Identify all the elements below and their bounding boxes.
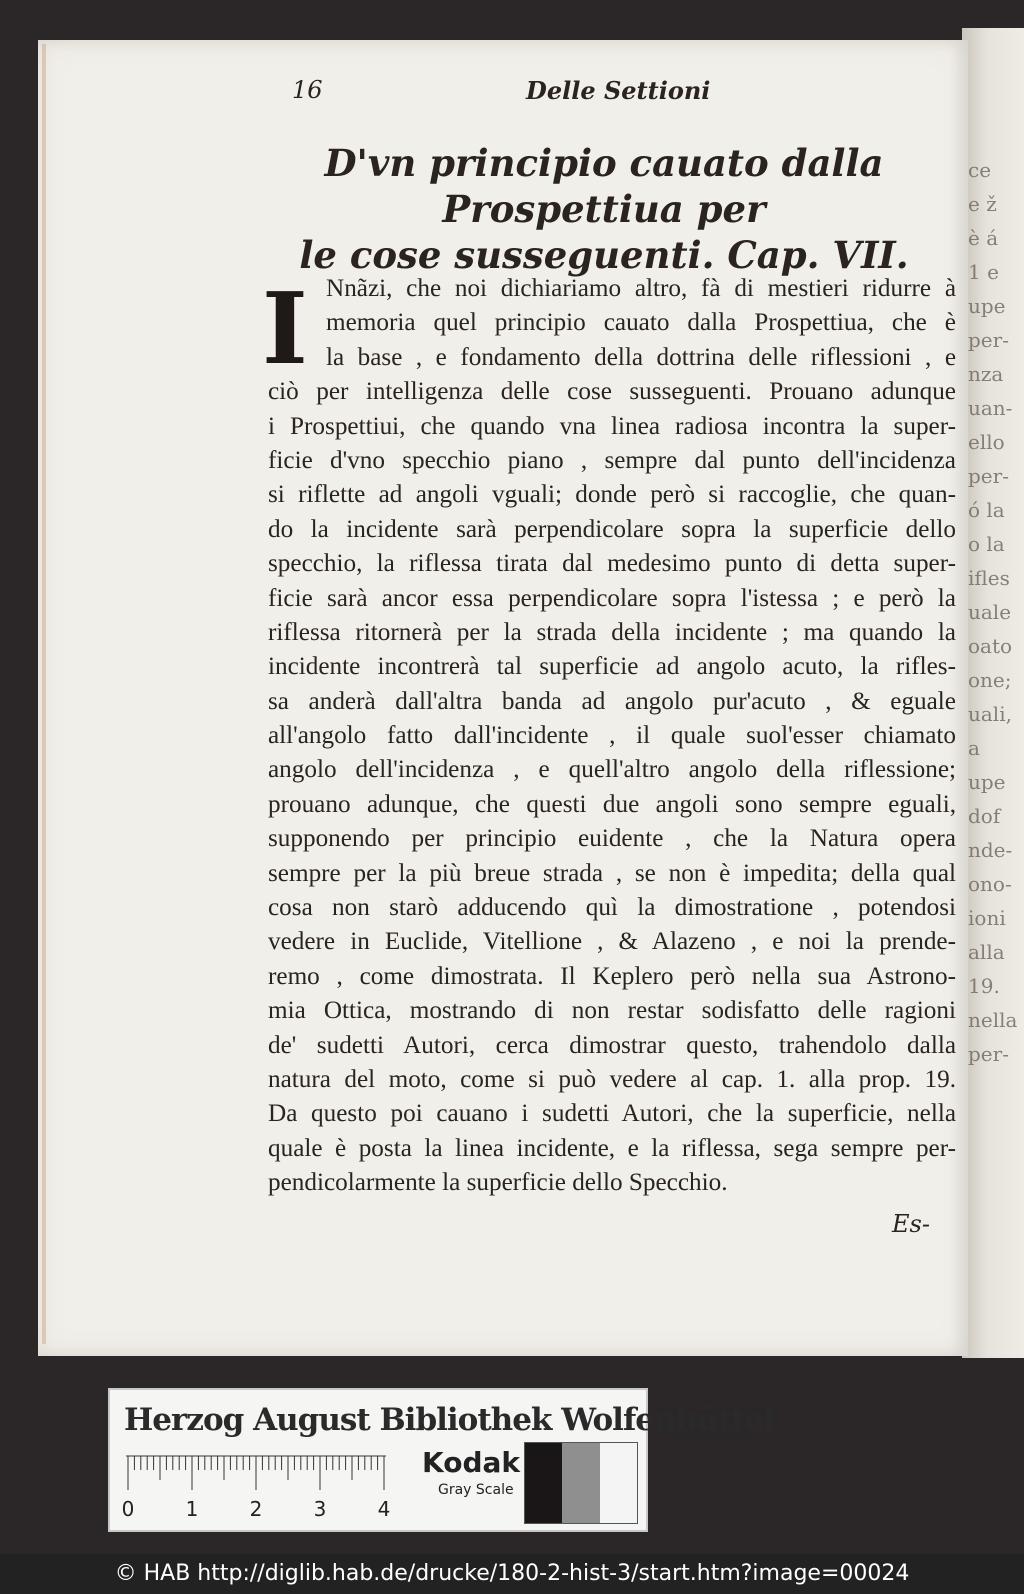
adjacent-page-edge (962, 28, 1024, 1358)
body-line: de' sudetti Autori, cerca dimostrar questo, trahendolo dalla (268, 1031, 956, 1059)
ruler-number: 1 (185, 1497, 199, 1521)
adjacent-page-fragment: e ž (968, 192, 997, 216)
adjacent-page-fragment: uale (968, 600, 1012, 624)
body-line: la base , e fondamento della dottrina delle riflessioni , e (326, 343, 956, 371)
adjacent-page-fragment: alla (968, 940, 1005, 964)
adjacent-page-fragment: uan- (968, 396, 1013, 420)
catchword: Es- (892, 1210, 930, 1238)
body-line: sa anderà dall'altra banda ad angolo pur'acuto , & eguale (268, 687, 956, 715)
ruler-number: 0 (121, 1497, 135, 1521)
body-line: sempre per la più breue strada , se non è impedita; della qual (268, 859, 956, 887)
body-line: all'angolo fatto dall'incidente , il quale suol'esser chiamato (268, 722, 956, 750)
ruler-scale (121, 1454, 394, 1521)
ruler-number: 3 (313, 1497, 327, 1521)
body-text (268, 272, 956, 1201)
body-line: pendicolarmente la superficie dello Specchio. (268, 1169, 728, 1197)
adjacent-page-fragment: uali, (968, 702, 1012, 726)
chapter-title-line: D'vn principio cauato dalla Prospettiua per (324, 141, 884, 231)
gray-scale-label: Gray Scale (438, 1482, 514, 1498)
adjacent-page-fragment: per- (968, 328, 1009, 352)
body-line: natura del moto, come si può vedere al cap. 1. alla prop. 19. (268, 1065, 956, 1093)
body-line: i Prospettiui, che quando vna linea radiosa incontra la super- (268, 412, 956, 440)
body-line: do la incidente sarà perpendicolare sopra la superficie dello (268, 515, 956, 543)
adjacent-page-fragment: 1 e (968, 260, 999, 284)
adjacent-page-fragment: nde- (968, 838, 1013, 862)
adjacent-page-fragment: ioni (968, 906, 1006, 930)
ruler-number: 4 (377, 1497, 391, 1521)
body-line: si riflette ad angoli vguali; donde però si raccoglie, che quan- (268, 481, 956, 509)
gray-swatch (525, 1443, 562, 1523)
body-line: specchio, la riflessa tirata dal medesimo punto di detta super- (268, 550, 956, 578)
adjacent-page-fragment: one; (968, 668, 1012, 692)
body-line: riflessa ritornerà per la strada della incidente ; ma quando la (268, 618, 956, 646)
adjacent-page-fragment: 19. (968, 974, 1000, 998)
body-line: incidente incontrerà tal superficie ad angolo acuto, la rifles- (268, 653, 956, 681)
gray-swatch (600, 1443, 637, 1523)
body-line: angolo dell'incidenza , e quell'altro angolo della riflessione; (268, 756, 956, 784)
footer-credit: © HAB http://diglib.hab.de/drucke/180-2-hist-3/start.htm?image=00024 (0, 1554, 1024, 1594)
ruler-number: 2 (249, 1497, 263, 1521)
body-line: quale è posta la linea incidente, e la riflessa, sega sempre per- (268, 1134, 956, 1162)
adjacent-page-fragment: upe (968, 770, 1006, 794)
adjacent-page-fragment: dof (968, 804, 1001, 828)
adjacent-page-fragment: ó la (968, 498, 1005, 522)
adjacent-page-fragment: a (968, 736, 980, 760)
body-line: cosa non starò adducendo quì la dimostratione , potendosi (268, 894, 956, 922)
body-line: remo , come dimostrata. Il Keplero però nella sua Astrono- (268, 962, 956, 990)
running-head: Delle Settioni (526, 76, 711, 105)
body-line: Da questo poi cauano i sudetti Autori, che la superficie, nella (268, 1100, 956, 1128)
adjacent-page-fragment: oato (968, 634, 1013, 658)
adjacent-page-fragment: upe (968, 294, 1006, 318)
body-line: memoria quel principio cauato dalla Prospettiua, che è (326, 309, 956, 337)
chapter-title (250, 140, 958, 278)
body-line: prouano adunque, che questi due angoli sono sempre eguali, (268, 790, 956, 818)
adjacent-page-fragment: o la (968, 532, 1005, 556)
adjacent-page-fragment: nella (968, 1008, 1018, 1032)
adjacent-page-fragment: ifles (968, 566, 1010, 590)
body-line: ficie d'vno specchio piano , sempre dal punto dell'incidenza (268, 446, 956, 474)
adjacent-page-fragment: ono- (968, 872, 1012, 896)
adjacent-page-fragment: nza (968, 362, 1004, 386)
gray-scale-swatches (524, 1442, 638, 1524)
library-label-card (108, 1388, 774, 1532)
library-name: Herzog August Bibliothek Wolfenbüttel (124, 1402, 774, 1438)
adjacent-page-fragment: per- (968, 1042, 1009, 1066)
kodak-logo: Kodak (422, 1446, 520, 1479)
adjacent-page-fragment: ce (968, 158, 992, 182)
body-line: mia Ottica, mostrando di non restar sodisfatto delle ragioni (268, 997, 956, 1025)
page-binding-edge (42, 44, 46, 1344)
page-number: 16 (292, 76, 323, 104)
body-line: ciò per intelligenza delle cose susseguenti. Prouano adunque (268, 378, 956, 406)
adjacent-page-fragment: è á (968, 226, 999, 250)
body-line: supponendo per principio euidente , che la Natura opera (268, 825, 956, 853)
chapter-title-line: le cose susseguenti. Cap. VII. (299, 233, 909, 277)
body-line: Nnãzi, che noi dichiariamo altro, fà di mestieri ridurre à (326, 275, 956, 302)
gray-swatch (562, 1443, 599, 1523)
body-line: vedere in Euclide, Vitellione , & Alazeno , e noi la prende- (268, 928, 956, 956)
adjacent-page-fragment: per- (968, 464, 1009, 488)
drop-cap: I (262, 272, 308, 387)
adjacent-page-fragment: ello (968, 430, 1005, 454)
body-line: ficie sarà ancor essa perpendicolare sopra l'istessa ; e però la (268, 584, 956, 612)
